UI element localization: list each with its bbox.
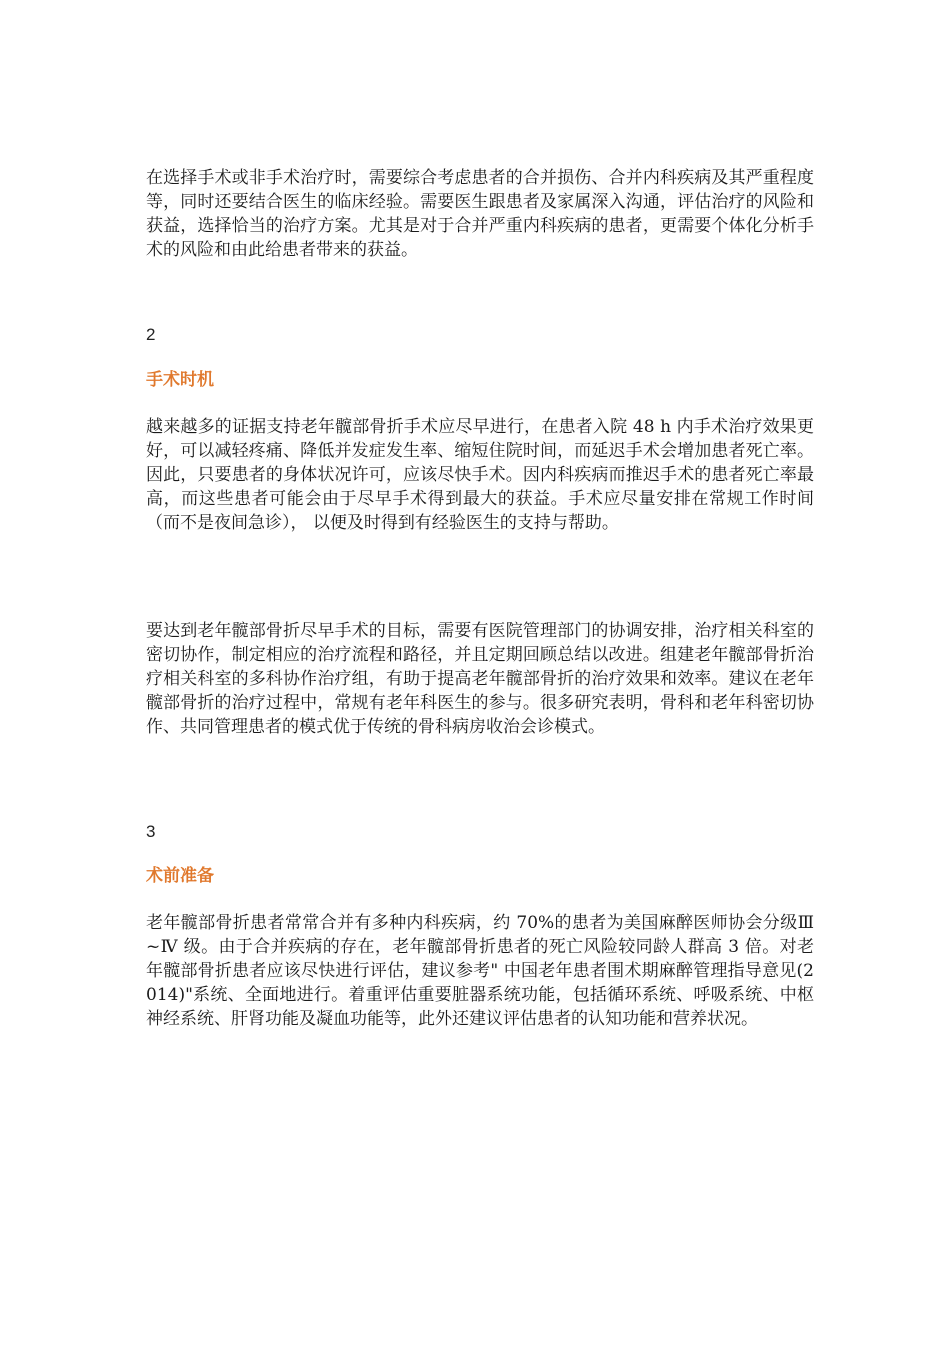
section-number: 2 [146,325,156,344]
section-paragraph: 要达到老年髋部骨折尽早手术的目标，需要有医院管理部门的协调安排，治疗相关科室的密切协作，制定相应的治疗流程和路径，并且定期回顾总结以改进。组建老年髋部骨折治疗相关科室的多科协作治疗组，有助于提高老年髋部骨折的治疗效果和效率。建议在老年髋部骨折的治疗过程中，常规有老年科医生的参与。很多研究表明，骨科和老年科密切协作、共同管理患者的模式优于传统的骨科病房收治会诊模式。 [146,621,814,737]
section-paragraph: 越来越多的证据支持老年髋部骨折手术应尽早进行，在患者入院 48 h 内手术治疗效果更好，可以减轻疼痛、降低并发症发生率、缩短住院时间，而延迟手术会增加患者死亡率。因此，只要患者的身体状况许可，应该尽快手术。因内科疾病而推迟手术的患者死亡率最高，而这些患者可能会由于尽早手术得到最大的获益。手术应尽量安排在常规工作时间（而不是夜间急诊）， 以便及时得到有经验医生的支持与帮助。 [146,417,814,533]
intro-paragraph: 在选择手术或非手术治疗时，需要综合考虑患者的合并损伤、合并内科疾病及其严重程度等，同时还要结合医生的临床经验。需要医生跟患者及家属深入沟通，评估治疗的风险和获益，选择恰当的治疗方案。尤其是对于合并严重内科疾病的患者，更需要个体化分析手术的风险和由此给患者带来的获益。 [146,168,814,260]
section-paragraph: 老年髋部骨折患者常常合并有多种内科疾病，约 70%的患者为美国麻醉医师协会分级Ⅲ~Ⅳ 级。由于合并疾病的存在，老年髋部骨折患者的死亡风险较同龄人群高 3 倍。对老年髋部骨折患者应该尽快进行评估，建议参考" 中国老年患者围术期麻醉管理指导意见(2014)"系统、全面地进行。着重评估重要脏器系统功能，包括循环系统、呼吸系统、中枢神经系统、肝肾功能及凝血功能等，此外还建议评估患者的认知功能和营养状况。 [146,913,814,1029]
section-heading: 术前准备 [146,866,214,886]
section-heading: 手术时机 [146,370,214,390]
section-number: 3 [146,822,156,841]
